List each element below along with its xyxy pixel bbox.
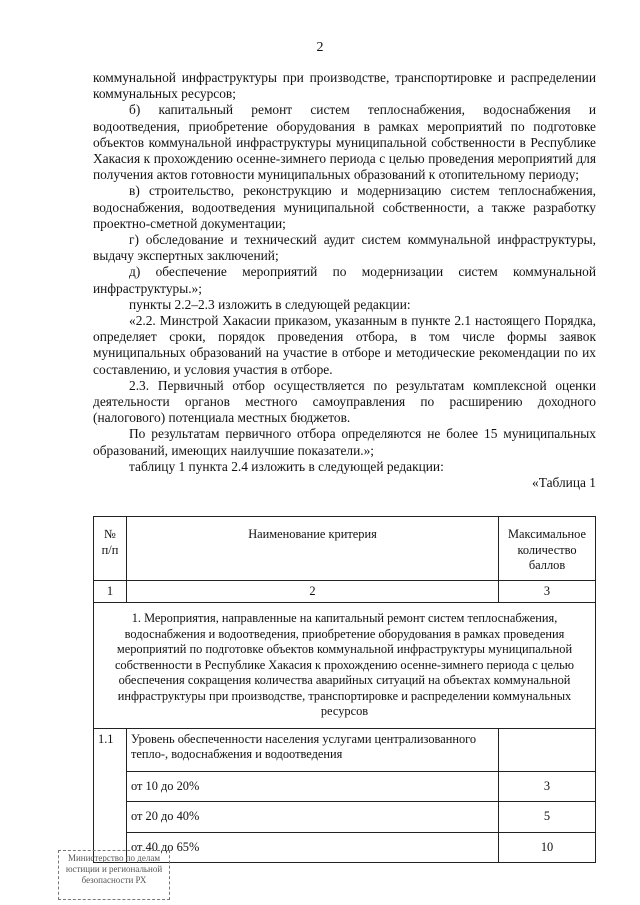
section-title: 1. Мероприятия, направленные на капитальный ремонт систем теплоснабжения, водоснабжения и водоотведения, приобретение оборудования в рамках проведения мероприятий по подготовке объектов коммунальной инфраструктуры муниципальной собственности в Республике Хакасия к прохождению осенне-зимнего периода с целью обеспечения сокращения количества аварийных ситуаций на объектах коммунальной инфраструктуры при производстве, транспортировке и распределении коммунальных ресурсов: [94, 603, 596, 729]
paragraph: 2.3. Первичный отбор осуществляется по результатам комплексной оценки деятельности органов местного самоуправления по расширению доходного (налогового) потенциала местных бюджетов.: [93, 377, 596, 426]
paragraph: б) капитальный ремонт систем теплоснабжения, водоснабжения и водоотведения, приобретение оборудования в рамках мероприятий по подготовке объектов коммунальной инфраструктуры муниципальной собственности в Республике Хакасия к прохождению осенне-зимнего периода с целью проведения мероприятий для получения актов готовности муниципальных образований к отопительному периоду;: [93, 102, 596, 183]
paragraph: в) строительство, реконструкцию и модернизацию систем теплоснабжения, водоснабжения, водоотведения муниципальной собственности, а также разработку проектно-сметной документации;: [93, 183, 596, 231]
range-cell: от 40 до 65%: [126, 832, 498, 863]
table-row: [94, 771, 596, 802]
header-name: Наименование критерия: [126, 517, 498, 581]
paragraph: «2.2. Минстрой Хакасии приказом, указанным в пункте 2.1 настоящего Порядка, определяет сроки, порядок проведения отбора, в том числе формы заявок муниципальных образований на участие в отборе и методические рекомендации по их составлению, и условия участия в отборе.: [93, 313, 596, 377]
stamp-line: юстиции и региональной: [65, 864, 163, 874]
range-cell: от 10 до 20%: [126, 771, 498, 802]
page-number: 2: [316, 40, 324, 55]
criteria-table: [93, 516, 596, 863]
table-row: [94, 802, 596, 833]
stamp-line: Министерство по делам: [67, 853, 161, 863]
paragraph: По результатам первичного отбора определяются не более 15 муниципальных образований, имеющих наилучшие показатели.»;: [93, 426, 596, 458]
paragraph: г) обследование и технический аудит систем коммунальной инфраструктуры, выдачу экспертных заключений;: [93, 232, 596, 264]
criterion-name: Уровень обеспеченности населения услугами централизованного тепло-, водоснабжения и водоотведения: [126, 728, 498, 771]
header-num: № п/п: [94, 517, 127, 581]
criterion-num: 1.1: [94, 728, 127, 863]
table-row: [94, 728, 596, 771]
table-section-row: [94, 603, 596, 729]
score-cell: 3: [499, 771, 596, 802]
paragraph: коммунальной инфраструктуры при производстве, транспортировке и распределении коммунальных ресурсов;: [93, 70, 596, 102]
score-cell: 10: [499, 832, 596, 863]
paragraph: пункты 2.2–2.3 изложить в следующей редакции:: [129, 296, 411, 312]
range-cell: от 20 до 40%: [126, 802, 498, 833]
table-header-row: [94, 517, 596, 581]
score-cell: 5: [499, 802, 596, 833]
header-max: Максимальное количество баллов: [499, 517, 596, 581]
paragraph: д) обеспечение мероприятий по модернизации систем коммунальной инфраструктуры.»;: [93, 264, 596, 296]
document-body: [93, 70, 596, 491]
table-caption: «Таблица 1: [532, 475, 596, 491]
criterion-score: [499, 728, 596, 771]
col-number: 2: [126, 580, 498, 603]
col-number: 1: [94, 580, 127, 603]
table-numbering-row: [94, 580, 596, 603]
col-number: 3: [499, 580, 596, 603]
stamp-line: безопасности РХ: [81, 875, 147, 885]
paragraph: таблицу 1 пункта 2.4 изложить в следующей редакции:: [129, 458, 444, 474]
registration-stamp: [58, 850, 170, 900]
